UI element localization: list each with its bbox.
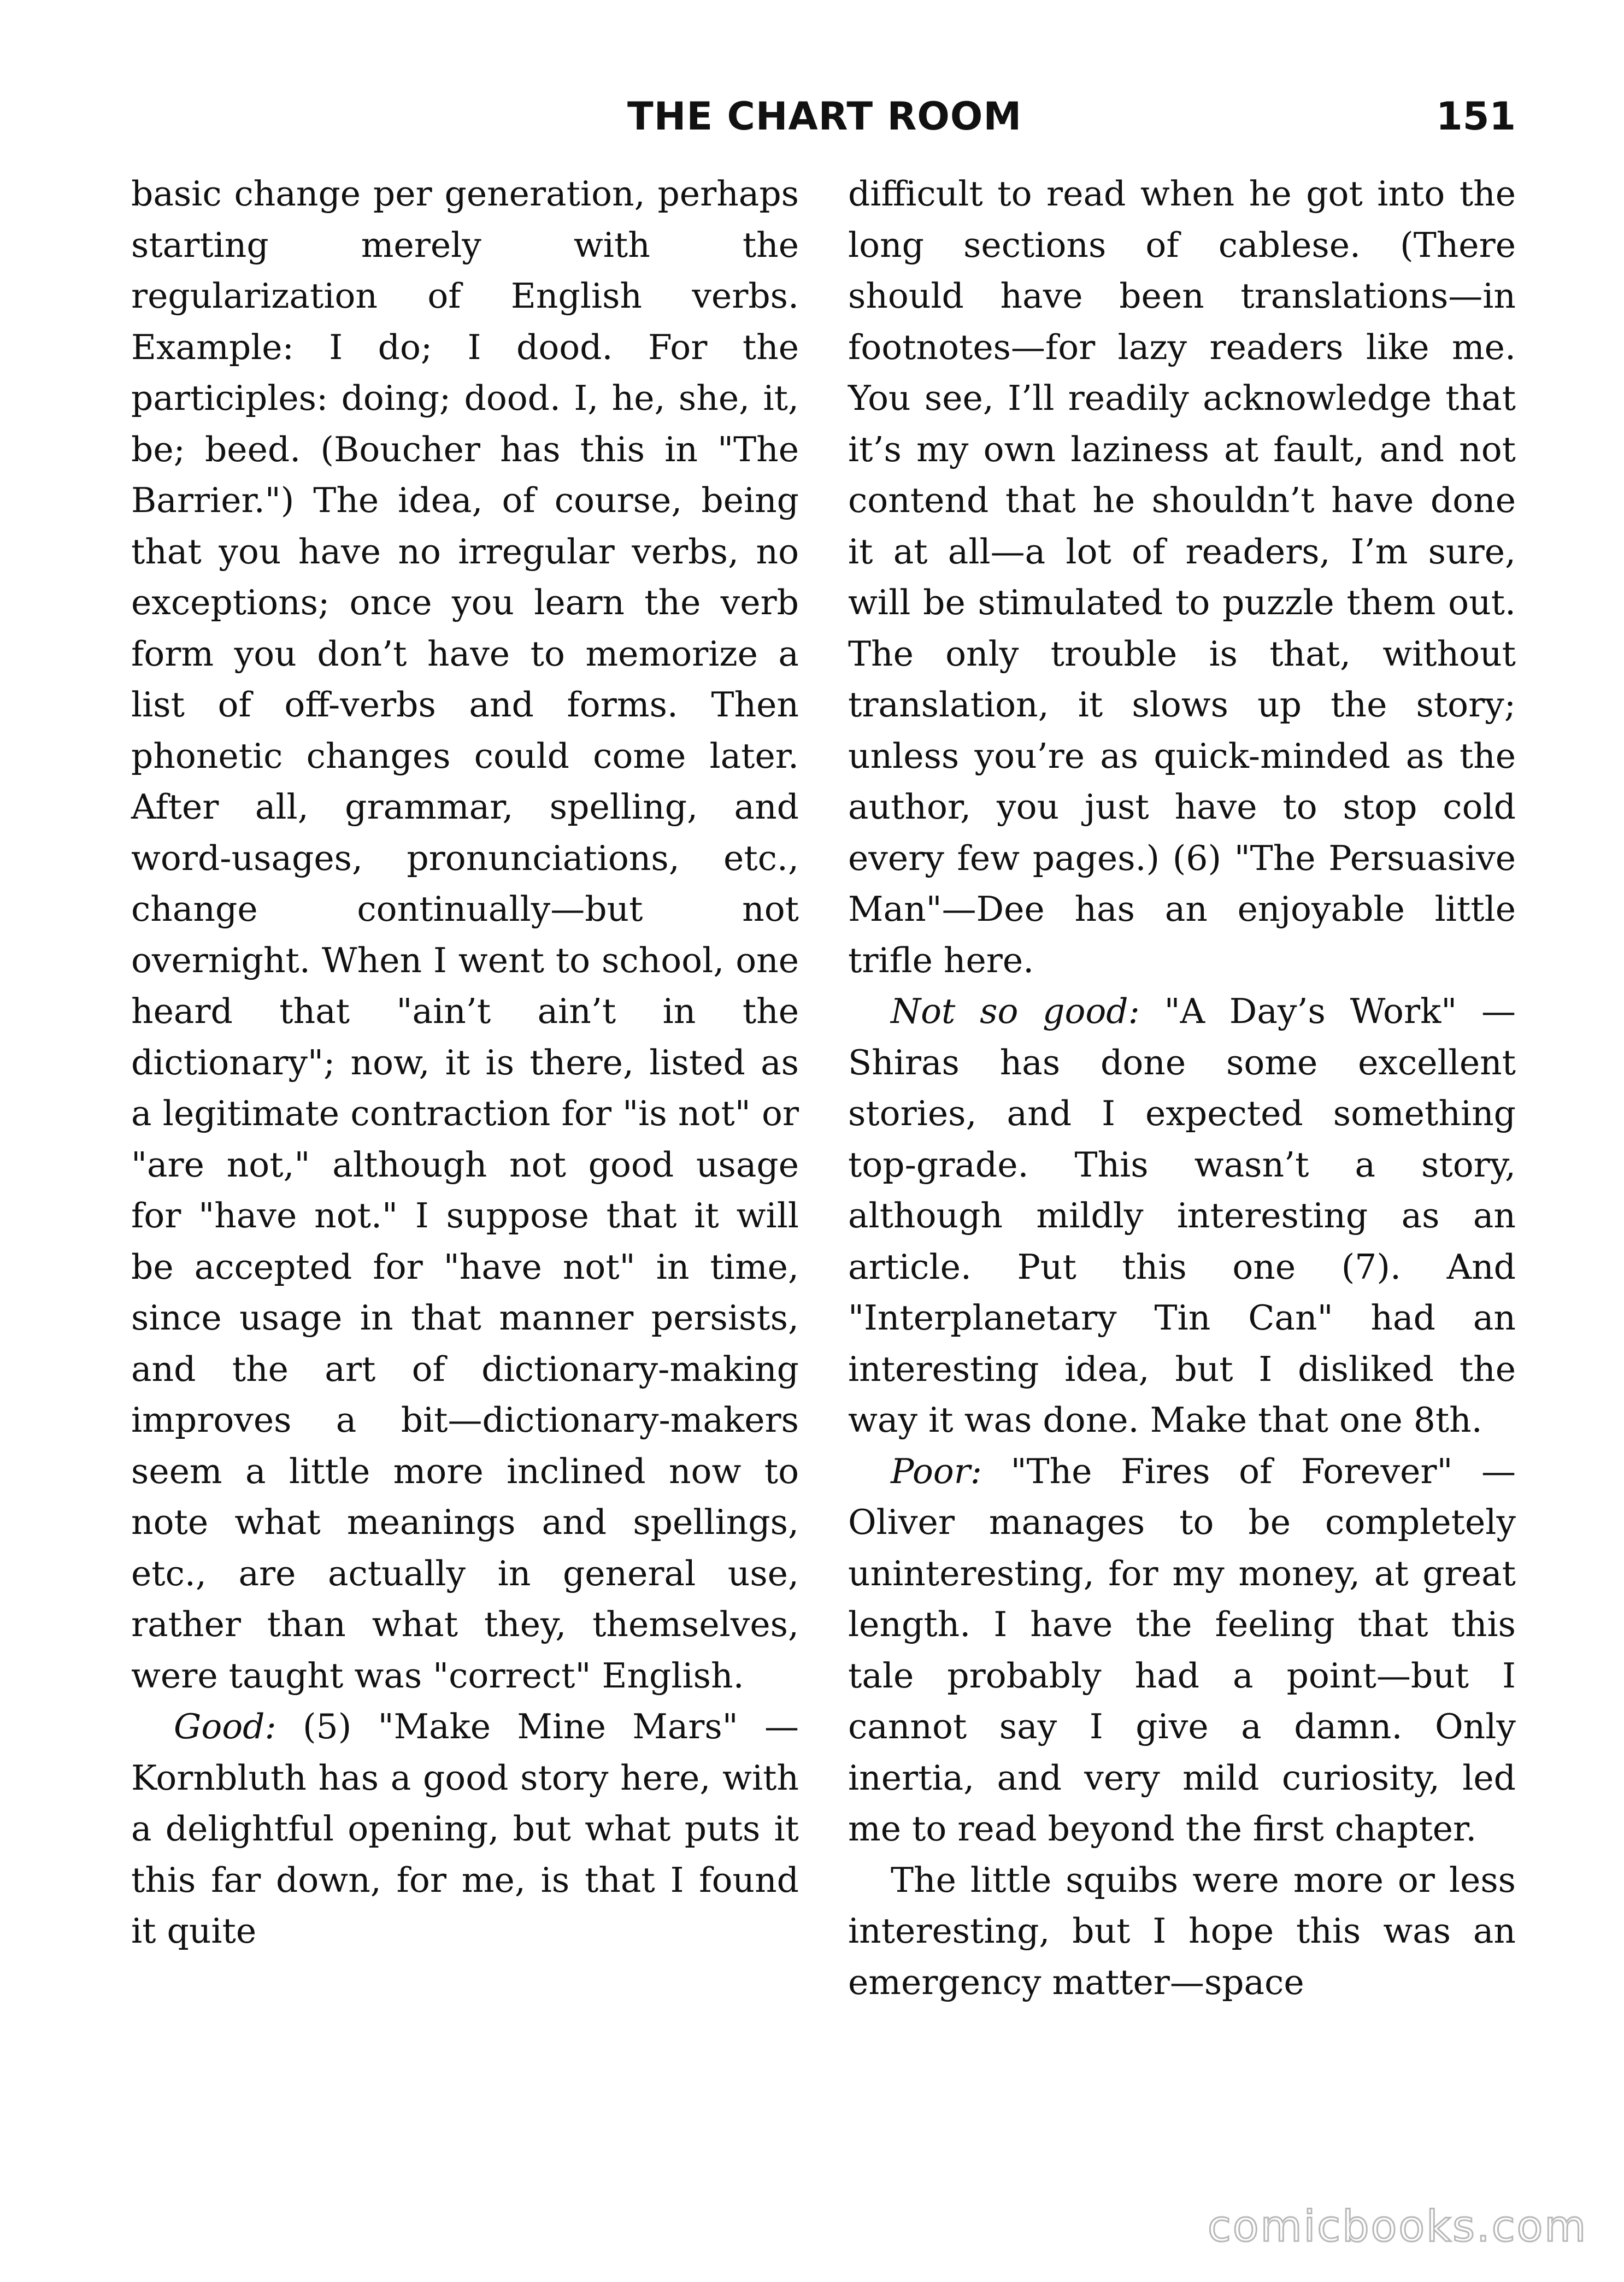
left-paragraph-2-text: (5) "Make Mine Mars" —Kornbluth has a good story here, with a delightful opening, but what puts it this far down, for me, is that I found it quite (131, 1707, 799, 1951)
left-paragraph-1: basic change per generation, perhaps starting merely with the regularization of English verbs. Example: I do; I dood. For the participles: doing; dood. I, he, she, it, be; beed. (Boucher has this in "The Barrier.") The idea, of course, being that you have no irregular verbs, no exceptions; once you learn the verb form you don’t have to memorize a list of off-verbs and forms. Then phonetic changes could come later. After all, grammar, spelling, and word-usages, pronunciations, etc., change continually—but not overnight. When I went to school, one heard that "ain’t ain’t in the dictionary"; now, it is there, listed as a legitimate contraction for "is not" or "are not," although not good usage for "have not." I suppose that it will be accepted for "have not" in time, since usage in that manner persists, and the art of dictionary-making improves a bit—dictionary-makers seem a little more inclined now to note what meanings and spellings, etc., are actually in general use, rather than what they, themselves, were taught was "correct" English. (131, 174, 799, 1696)
left-paragraph-2 (131, 1701, 799, 1957)
right-paragraph-2-text: "A Day’s Work" —Shiras has done some excellent stories, and I expected something top-grade. This wasn’t a story, although mildly interesting as an article. Put this one (7). And "Interplanetary Tin Can" had an interesting idea, but I disliked the way it was done. Make that one 8th. (848, 991, 1516, 1440)
rating-label-good: Good: (174, 1707, 276, 1746)
right-paragraph-2 (848, 986, 1516, 1446)
rating-label-poor: Poor: (891, 1451, 982, 1491)
right-paragraph-3 (848, 1446, 1516, 1855)
rating-label-not-so-good: Not so good: (891, 991, 1140, 1031)
running-header-title: THE CHART ROOM (627, 94, 1022, 139)
right-paragraph-3-text: "The Fires of Forever" —Oliver manages to be completely uninteresting, for my money, at great length. I have the feeling that this tale probably had a point—but I cannot say I give a damn. Only inertia, and very mild curiosity, led me to read beyond the first chapter. (848, 1451, 1516, 1849)
right-paragraph-1: difficult to read when he got into the long sections of cablese. (There should have been translations—in footnotes—for lazy readers like me. You see, I’ll readily acknowledge that it’s my own laziness at fault, and not contend that he shouldn’t have done it at all—a lot of readers, I’m sure, will be stimulated to puzzle them out. The only trouble is that, without translation, it slows up the story; unless you’re as quick-minded as the author, you just have to stop cold every few pages.) (6) "The Persuasive Man"—Dee has an enjoyable little trifle here. (848, 174, 1516, 980)
right-column (848, 168, 1516, 2008)
left-column (131, 168, 799, 1957)
page-number: 151 (1436, 94, 1516, 139)
watermark-text: comicbooks.com (1208, 2202, 1588, 2251)
right-paragraph-4: The little squibs were more or less interesting, but I hope this was an emergency matter—space (848, 1860, 1516, 2002)
